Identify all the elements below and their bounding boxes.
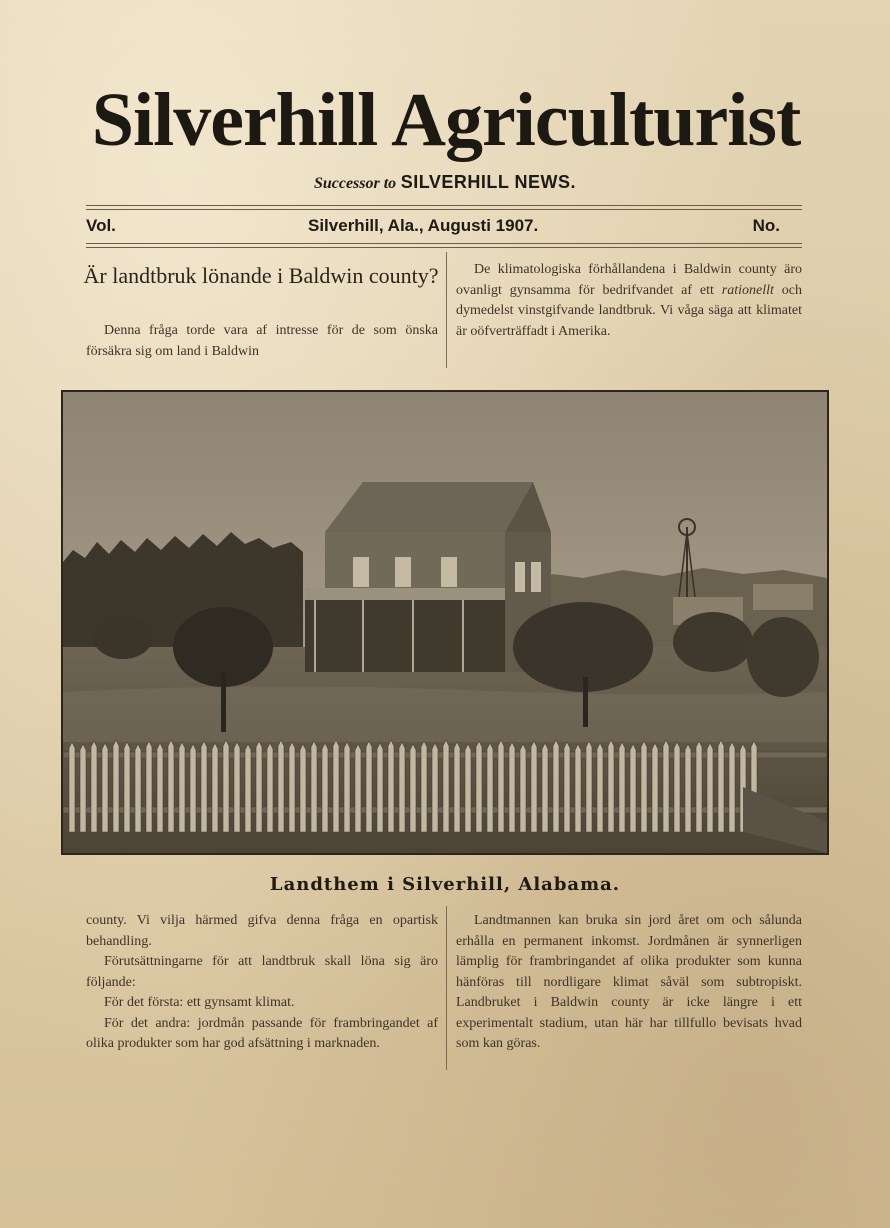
fence-picket	[729, 742, 735, 832]
fence-picket	[168, 740, 174, 832]
fence-picket	[652, 743, 658, 832]
fence-picket	[707, 743, 713, 832]
fence-picket	[586, 741, 592, 832]
successor-line	[0, 172, 890, 193]
fence-picket	[630, 744, 636, 832]
intro-right-start: De klimatologiska förhållandena i Baldwin county äro ovanligt gynsamma för bedrifvandet af ett	[456, 262, 802, 298]
fence-picket	[355, 744, 361, 832]
fence-picket	[366, 741, 372, 832]
fence-picket	[91, 741, 97, 832]
fence-picket	[278, 740, 284, 832]
fence-picket	[663, 740, 669, 832]
dateline	[86, 216, 780, 240]
intro-right-text	[456, 260, 802, 342]
column-divider-bottom	[446, 906, 447, 1070]
fence-picket	[245, 744, 251, 832]
fence-picket	[179, 742, 185, 832]
fence-picket	[509, 742, 515, 832]
fence-picket	[454, 742, 460, 832]
fence-picket	[377, 743, 383, 832]
body-left-p1: county. Vi vilja härmed gifva denna fråga en opartisk behandling.	[86, 913, 438, 949]
fence-picket	[674, 742, 680, 832]
fence-picket	[201, 741, 207, 832]
fence-picket	[113, 740, 119, 832]
rule-mid-b	[86, 247, 802, 248]
body-left-p4: För det andra: jordmån passande för frambringandet af olika produkter som har god afsättning i marknaden.	[86, 1015, 438, 1051]
fence-picket	[102, 743, 108, 832]
fence-picket	[410, 744, 416, 832]
article-body-right	[456, 911, 802, 1055]
fence-picket	[476, 741, 482, 832]
fence-picket	[135, 744, 141, 832]
fence-picket	[597, 743, 603, 832]
fence-picket	[432, 743, 438, 832]
fence-picket	[157, 743, 163, 832]
fence-picket	[498, 740, 504, 832]
successor-name: SILVERHILL NEWS.	[400, 172, 577, 192]
intro-right-end: och dymedelst vinstgifvande landtbruk. Vi våga säga att klimatet är oöfverträffadt i Amerika.	[456, 282, 803, 339]
fence-picket	[685, 744, 691, 832]
fence-picket	[322, 743, 328, 832]
article-intro-left	[86, 321, 438, 362]
fence-picket	[564, 742, 570, 832]
place-date: Silverhill, Ala., Augusti 1907.	[308, 216, 539, 235]
fence-picket	[333, 740, 339, 832]
volume-label: Vol.	[86, 216, 116, 235]
fence-picket	[124, 742, 130, 832]
fence-picket	[80, 744, 86, 832]
body-right-p1: Landtmannen kan bruka sin jord året om och sålunda erhålla en permanent inkomst. Jordmånen är synnerligen lämplig för frambringandet af olika produkter som kunna hänföras till nordligare klimat såväl som subtropiskt. Landbruket i Baldwin county är icke längre i ett experimentalt stadium, utan här har tillfullo bevisats hvad som kan göras.	[456, 913, 802, 1051]
photo-caption: Landthem i Silverhill, Alabama.	[269, 874, 621, 895]
fence-picket	[300, 744, 306, 832]
fence-picket	[344, 742, 350, 832]
fence-picket	[311, 741, 317, 832]
fence-picket	[575, 744, 581, 832]
body-left-p2: Förutsättningarne för att landtbruk skall löna sig äro följande:	[86, 954, 438, 990]
masthead-title: Silverhill Agriculturist	[91, 78, 801, 162]
fence-picket	[619, 742, 625, 832]
successor-prefix: Successor to	[313, 175, 397, 192]
intro-right-italic: rationellt	[721, 282, 774, 298]
rule-top-a	[86, 205, 802, 206]
fence-picket	[146, 741, 152, 832]
fence-picket	[443, 740, 449, 832]
fence-picket	[267, 743, 273, 832]
fence-picket	[190, 744, 196, 832]
body-left-p3: För det första: ett gynsamt klimat.	[104, 995, 295, 1010]
issue-number-label: No.	[752, 216, 780, 235]
fence-picket	[542, 743, 548, 832]
fence-picket	[487, 743, 493, 832]
fence-picket	[465, 744, 471, 832]
fence-picket	[608, 740, 614, 832]
fence-picket	[531, 741, 537, 832]
fence-picket	[69, 742, 75, 832]
rule-mid-a	[86, 243, 802, 244]
fence-picket	[289, 742, 295, 832]
fence-picket	[256, 741, 262, 832]
farmhouse-photo	[61, 390, 829, 855]
fence-picket	[520, 744, 526, 832]
fence-picket	[696, 741, 702, 832]
fence-picket	[212, 743, 218, 832]
fence-picket	[223, 740, 229, 832]
fence-picket	[641, 741, 647, 832]
intro-left-text: Denna fråga torde vara af intresse för de som önska försäkra sig om land i Baldwin	[86, 323, 438, 359]
rule-top-b	[86, 209, 802, 210]
fence-picket	[399, 742, 405, 832]
article-intro-right	[456, 260, 802, 342]
article-body-left	[86, 911, 438, 1055]
column-divider-top	[446, 252, 447, 368]
fence-picket	[718, 740, 724, 832]
fence-picket	[421, 741, 427, 832]
fence-picket	[553, 740, 559, 832]
fence-picket	[388, 740, 394, 832]
article-headline: Är landtbruk lönande i Baldwin county?	[83, 263, 439, 288]
fence-picket	[234, 742, 240, 832]
